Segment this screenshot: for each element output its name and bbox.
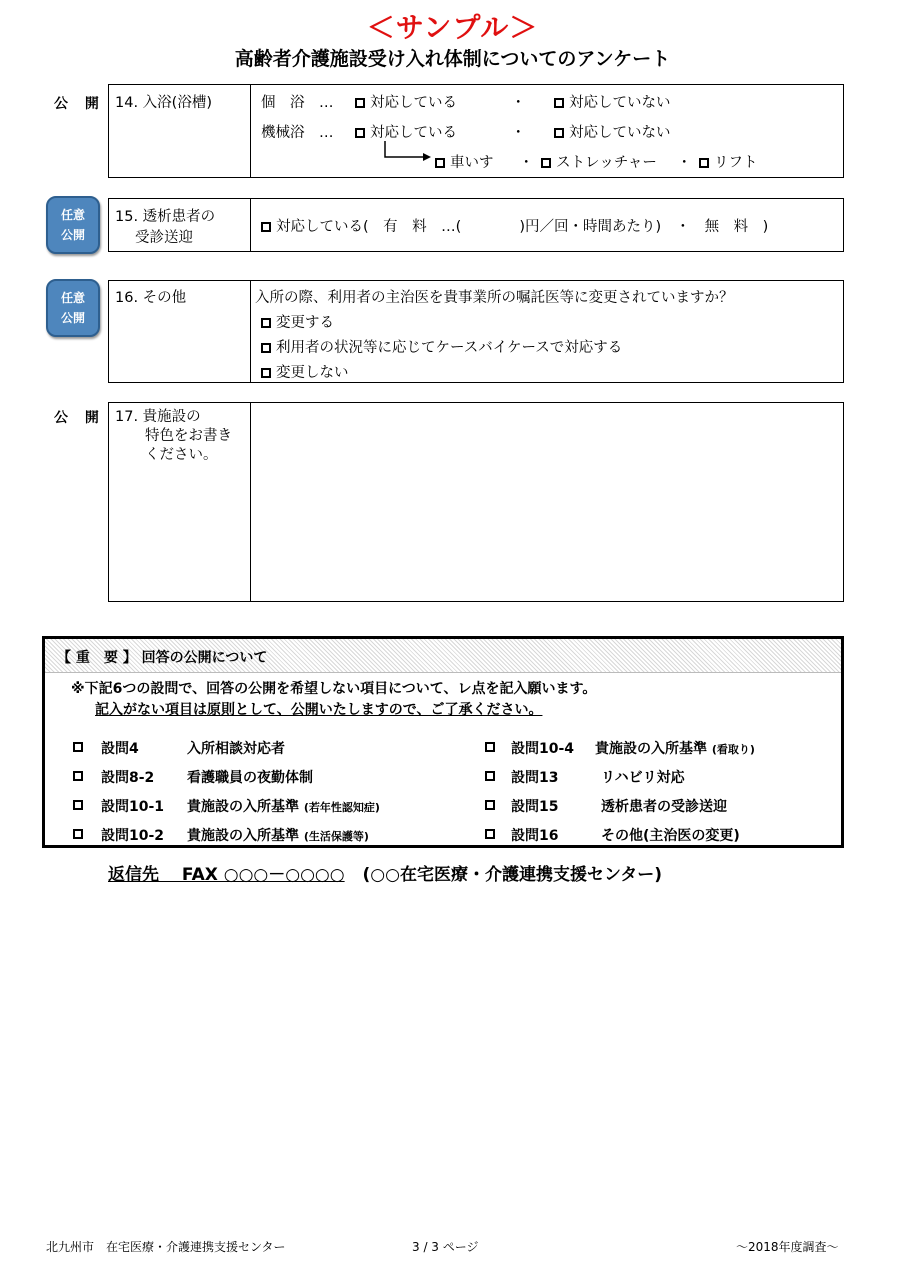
important-notice-box <box>42 636 844 848</box>
public-label: 公 開 <box>54 96 105 112</box>
important-item-left[interactable] <box>73 739 88 755</box>
q14-row2-yes[interactable]: 対応している <box>355 121 457 142</box>
checkbox-icon[interactable] <box>699 158 709 168</box>
q16-label: 16. その他 <box>115 290 187 306</box>
item-number: 設問10-4 <box>511 741 575 757</box>
optional-public-badge: 任意 公開 <box>46 279 100 337</box>
checkbox-icon[interactable] <box>261 343 271 353</box>
item-number: 設問15 <box>511 799 559 815</box>
q17-box <box>108 402 844 602</box>
arrow-icon <box>379 141 439 165</box>
checkbox-icon[interactable] <box>541 158 551 168</box>
page-number: 3 / 3 ページ <box>412 1240 479 1254</box>
checkbox-icon[interactable] <box>485 829 495 839</box>
reply-fax: 返信先 FAX ○○○－○○○○ <box>108 865 345 885</box>
checkbox-icon[interactable] <box>355 128 365 138</box>
important-item-right[interactable] <box>485 768 500 784</box>
q16-option-3[interactable]: 変更しない <box>261 361 349 382</box>
important-item-right[interactable] <box>485 826 500 842</box>
checkbox-icon[interactable] <box>554 128 564 138</box>
item-text: 貴施設の入所基準 (生活保護等) <box>187 828 369 844</box>
q16-option-1[interactable]: 変更する <box>261 311 334 332</box>
separator-dot: ・ <box>511 125 526 141</box>
q15-label-line1: 15. 透析患者の <box>115 209 216 225</box>
item-number: 設問16 <box>511 828 559 844</box>
q16-option-2[interactable]: 利用者の状況等に応じてケースバイケースで対応する <box>261 336 622 357</box>
checkbox-icon[interactable] <box>554 98 564 108</box>
sample-heading: ＜サンプル＞ <box>366 11 539 44</box>
checkbox-icon[interactable] <box>435 158 445 168</box>
q14-box <box>108 84 844 178</box>
q14-sub-stretcher[interactable]: ストレッチャー <box>541 151 657 172</box>
item-text: 貴施設の入所基準 (看取り) <box>595 741 755 757</box>
q14-row2-name: 機械浴 … <box>261 125 334 141</box>
checkbox-icon[interactable] <box>485 771 495 781</box>
checkbox-icon[interactable] <box>73 771 83 781</box>
important-item-right[interactable] <box>485 739 500 755</box>
item-text: 入所相談対応者 <box>187 741 285 757</box>
page-title: 高齢者介護施設受け入れ体制についてのアンケート <box>234 48 671 70</box>
important-item-left[interactable] <box>73 768 88 784</box>
q17-answer-area[interactable] <box>252 403 843 601</box>
separator-dot: ・ <box>511 95 526 111</box>
checkbox-icon[interactable] <box>261 368 271 378</box>
footer-org: 北九州市 在宅医療・介護連携支援センター <box>46 1240 286 1254</box>
checkbox-icon[interactable] <box>485 800 495 810</box>
optional-public-badge: 任意 公開 <box>46 196 100 254</box>
important-note-1: ※下記6つの設問で、回答の公開を希望しない項目について、レ点を記入願います。 <box>71 681 597 697</box>
q14-sub-lift[interactable]: リフト <box>699 151 758 172</box>
item-text: その他(主治医の変更) <box>601 828 740 844</box>
important-item-left[interactable] <box>73 797 88 813</box>
checkbox-icon[interactable] <box>73 829 83 839</box>
q14-row2-no[interactable]: 対応していない <box>554 121 671 142</box>
item-number: 設問13 <box>511 770 559 786</box>
important-item-left[interactable] <box>73 826 88 842</box>
separator-dot: ・ <box>677 155 692 171</box>
item-text: 看護職員の夜勤体制 <box>187 770 313 786</box>
important-item-right[interactable] <box>485 797 500 813</box>
item-text: 貴施設の入所基準 (若年性認知症) <box>187 799 380 815</box>
q14-row1-name: 個 浴 … <box>261 95 334 111</box>
important-note-2: 記入がない項目は原則として、公開いたしますので、ご了承ください。 <box>95 702 543 718</box>
q15-box <box>108 198 844 252</box>
q16-question: 入所の際、利用者の主治医を貴事業所の嘱託医等に変更されていますか？ <box>255 290 734 306</box>
reply-line <box>108 860 662 885</box>
item-text: 透析患者の受診送迎 <box>601 799 727 815</box>
checkbox-icon[interactable] <box>73 742 83 752</box>
item-number: 設問10-2 <box>101 828 165 844</box>
item-text: リハビリ対応 <box>601 770 685 786</box>
footer-year: ～2018年度調査～ <box>736 1240 839 1254</box>
reply-org: (○○在宅医療・介護連携支援センター) <box>362 865 663 885</box>
q14-row1-no[interactable]: 対応していない <box>554 91 671 112</box>
q15-option[interactable]: 対応している( 有 料 …( )円／回・時間あたり) ・ 無 料 ) <box>261 215 768 236</box>
q14-sub-wheelchair[interactable]: 車いす <box>435 151 494 172</box>
q16-box <box>108 280 844 383</box>
checkbox-icon[interactable] <box>355 98 365 108</box>
q14-label: 14. 入浴(浴槽) <box>115 95 212 111</box>
checkbox-icon[interactable] <box>73 800 83 810</box>
checkbox-icon[interactable] <box>261 318 271 328</box>
item-number: 設問8-2 <box>101 770 155 786</box>
q15-label-line2: 受診送迎 <box>135 230 193 246</box>
q17-label-line2: 特色をお書き <box>145 428 232 444</box>
q17-label-line1: 17. 貴施設の <box>115 409 201 425</box>
checkbox-icon[interactable] <box>485 742 495 752</box>
important-heading: 【 重 要 】 回答の公開について <box>57 650 268 666</box>
q14-row1-yes[interactable]: 対応している <box>355 91 457 112</box>
item-number: 設問10-1 <box>101 799 165 815</box>
item-number: 設問4 <box>101 741 139 757</box>
checkbox-icon[interactable] <box>261 222 271 232</box>
public-label: 公 開 <box>54 410 105 426</box>
important-header <box>45 639 841 673</box>
separator-dot: ・ <box>519 155 534 171</box>
q17-label-line3: ください。 <box>145 447 218 463</box>
